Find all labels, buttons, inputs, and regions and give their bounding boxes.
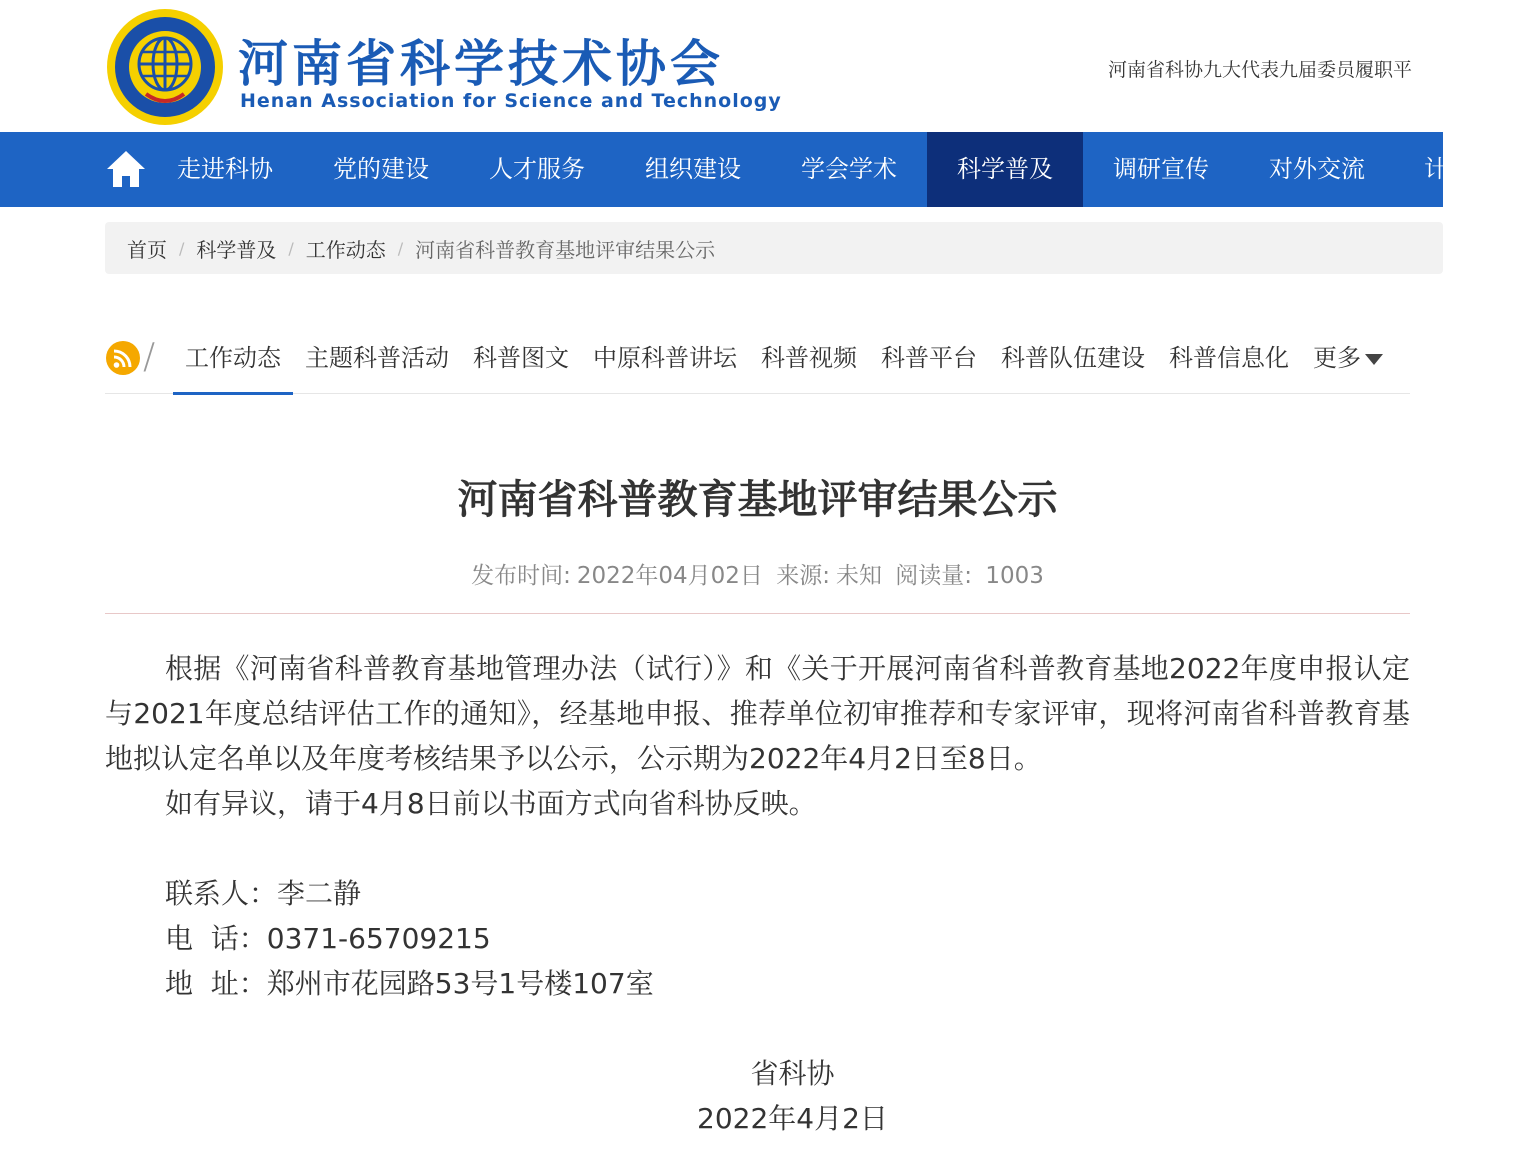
sub-tabs [105, 320, 1410, 394]
publish-label: 发布时间: [471, 563, 571, 589]
breadcrumb-separator: / [397, 238, 404, 258]
nav-item-exchange[interactable]: 对外交流 [1269, 155, 1365, 183]
tab-more-label: 更多 [1313, 344, 1361, 372]
nav-item-research[interactable]: 调研宣传 [1113, 155, 1209, 183]
spacer [105, 826, 1410, 871]
breadcrumb-separator: / [288, 238, 294, 258]
tab-work-news[interactable]: 工作动态 [185, 344, 281, 372]
breadcrumb [105, 222, 1443, 274]
tab-forum[interactable]: 中原科普讲坛 [593, 344, 737, 372]
tab-more[interactable] [1313, 338, 1383, 373]
article-meta [0, 557, 1515, 590]
tab-informatization[interactable]: 科普信息化 [1169, 344, 1289, 372]
site-header [0, 0, 1443, 132]
nav-item-about[interactable]: 走进科协 [177, 155, 273, 183]
tab-team-building[interactable]: 科普队伍建设 [1001, 344, 1145, 372]
signature-org: 省科协 [750, 1057, 835, 1090]
publish-date: 2022年04月02日 [576, 563, 763, 589]
home-icon[interactable] [104, 148, 148, 190]
tab-platform[interactable]: 科普平台 [881, 344, 977, 372]
nav-item-science-popularization[interactable]: 科学普及 [927, 132, 1083, 207]
tab-divider: / [143, 336, 156, 377]
main-nav [0, 132, 1448, 207]
tab-video[interactable]: 科普视频 [761, 344, 857, 372]
breadcrumb-science-popularization[interactable]: 科学普及 [196, 237, 277, 262]
nav-item-party[interactable]: 党的建设 [333, 155, 429, 183]
nav-item-academic[interactable]: 学会学术 [801, 155, 897, 183]
active-tab-indicator [173, 392, 293, 395]
source-value: 未知 [835, 563, 882, 589]
paragraph: 如有异议，请于4月8日前以书面方式向省科协反映。 [165, 787, 817, 820]
rss-icon [105, 340, 141, 376]
tab-theme-activities[interactable]: 主题科普活动 [305, 344, 449, 372]
title-divider [105, 613, 1410, 614]
paragraph: 根据《河南省科普教育基地管理办法（试行）》和《关于开展河南省科普教育基地2022年度申报认定与2021年度总结评估工作的通知》，经基地申报、推荐单位初审推荐和专家评审，现将河南省科普教育基地拟认定名单以及年度考核结果予以公示，公示期为2022年4月2日至8日。 [105, 652, 1410, 775]
breadcrumb-current: 河南省科普教育基地评审结果公示 [415, 237, 716, 262]
org-name-cn: 河南省科学技术协会 [238, 35, 724, 93]
tab-graphics[interactable]: 科普图文 [473, 344, 569, 372]
contact-address: 地 址：郑州市花园路53号1号楼107室 [165, 967, 654, 1000]
contact-phone: 电 话：0371-65709215 [165, 922, 491, 955]
logo-emblem-icon[interactable] [106, 8, 224, 126]
breadcrumb-separator: / [179, 238, 185, 258]
reads-count: 1003 [985, 563, 1044, 589]
org-name-en: Henan Association for Science and Technology [240, 90, 782, 112]
contact-person: 联系人：李二静 [165, 877, 362, 910]
nav-item-organization[interactable]: 组织建设 [645, 155, 741, 183]
source-label: 来源: [776, 563, 830, 589]
breadcrumb-home[interactable]: 首页 [127, 237, 167, 262]
spacer [105, 1006, 1410, 1051]
caret-down-icon [1365, 354, 1383, 365]
breadcrumb-work-news[interactable]: 工作动态 [305, 237, 386, 262]
nav-item-more[interactable]: 计 [1424, 155, 1448, 183]
signature-date: 2022年4月2日 [697, 1102, 888, 1135]
reads-label: 阅读量: [895, 563, 973, 589]
marquee-link[interactable]: 河南省科协九大代表九届委员履职平 [1108, 59, 1413, 81]
article-body [105, 646, 1410, 1141]
nav-item-talent[interactable]: 人才服务 [489, 155, 585, 183]
article-title: 河南省科普教育基地评审结果公示 [457, 477, 1058, 523]
